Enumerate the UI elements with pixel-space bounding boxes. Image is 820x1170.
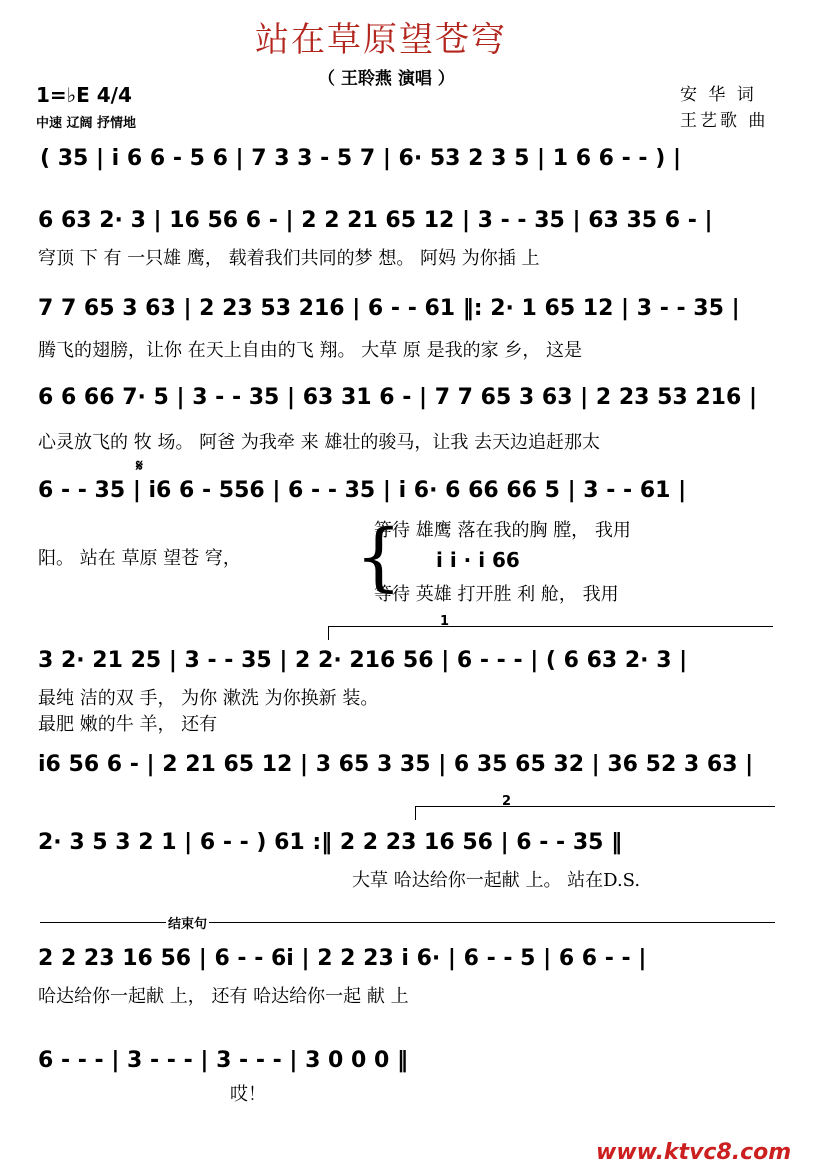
song-title: 站在草原望苍穹	[255, 20, 507, 60]
score-line-3-notes: 7 7 65 3 63 | 2 23 53 216 | 6 - - 61 ‖: 2· 1 65 12 | 3 - - 35 |	[38, 296, 740, 321]
score-line-5-lyrics: 阳。 站在 草原 望苍 穹，	[38, 548, 241, 569]
score-line-8-lyrics: 大草 哈达给你一起献 上。 站在D.S.	[352, 870, 641, 891]
tempo-marking: 中速 辽阔 抒情地	[36, 116, 137, 131]
score-line-5-verse-2: 等待 英雄 打开胜 利 舱， 我用	[374, 584, 619, 605]
volta-2-label: 2	[502, 794, 512, 809]
coda-label: 结束句	[166, 913, 209, 932]
score-line-1-notes: ( 35 | i 6 6 - 5 6 | 7 3 3 - 5 7 | 6· 53 2 3 5 | 1 6 6 - - ) |	[40, 146, 681, 171]
lyricist-credit: 安 华 词	[680, 85, 757, 105]
site-watermark: www.ktvc8.com	[596, 1140, 792, 1165]
score-line-10-notes: 6 - - - | 3 - - - | 3 - - - | 3 0 0 0 ‖	[38, 1048, 408, 1073]
score-line-9-lyrics: 哈达给你一起献 上， 还有 哈达给你一起 献 上	[38, 986, 409, 1007]
coda-bracket	[40, 922, 775, 923]
volta-2-tick	[415, 806, 416, 820]
composer-credit: 王艺歌 曲	[680, 111, 769, 131]
score-line-3-lyrics: 腾飞的翅膀，让你 在天上自由的飞 翔。 大草 原 是我的家 乡， 这是	[38, 340, 583, 361]
score-line-4-notes: 6 6 66 7· 5 | 3 - - 35 | 63 31 6 - | 7 7 65 3 63 | 2 23 53 216 |	[38, 385, 757, 410]
singer-credit: （ 王聆燕 演唱 ）	[318, 69, 455, 89]
score-line-5-alt-notes: i i · i 66	[436, 548, 520, 572]
score-line-6-lyrics-1: 最纯 洁的双 手， 为你 漱洗 为你换新 装。	[38, 688, 379, 709]
score-line-4-lyrics: 心灵放飞的 牧 场。 阿爸 为我牵 来 雄壮的骏马，让我 去天边追赶那太	[38, 432, 601, 453]
volta-1-tick	[328, 626, 329, 640]
score-line-5-notes: 6 - - 35 | i6 6 - 556 | 6 - - 35 | i 6· 6 66 66 5 | 3 - - 61 |	[38, 478, 687, 503]
key-signature: 1=♭E 4/4	[36, 83, 132, 107]
segno-sign: 𝄋	[136, 456, 143, 475]
score-line-7-notes: i6 56 6 - | 2 21 65 12 | 3 65 3 35 | 6 35 65 32 | 36 52 3 63 |	[38, 752, 754, 777]
score-line-2-notes: 6 63 2· 3 | 16 56 6 - | 2 2 21 65 12 | 3 - - 35 | 63 35 6 - |	[38, 208, 713, 233]
volta-1-label: 1	[440, 614, 450, 629]
verse-brace: {	[355, 514, 403, 600]
score-line-8-notes: 2· 3 5 3 2 1 | 6 - - ) 61 :‖ 2 2 23 16 56 | 6 - - 35 ‖	[38, 830, 623, 855]
score-line-9-notes: 2 2 23 16 56 | 6 - - 6i | 2 2 23 i 6· | 6 - - 5 | 6 6 - - |	[38, 946, 647, 971]
volta-2-bracket	[415, 806, 775, 807]
score-line-6-notes: 3 2· 21 25 | 3 - - 35 | 2 2· 216 56 | 6 - - - | ( 6 63 2· 3 |	[38, 648, 688, 673]
score-line-5-verse-1: 等待 雄鹰 落在我的胸 膛， 我用	[374, 520, 631, 541]
score-line-6-lyrics-2: 最肥 嫩的牛 羊， 还有	[38, 714, 218, 735]
volta-1-bracket	[328, 626, 773, 627]
score-line-2-lyrics: 穹顶 下 有 一只雄 鹰， 载着我们共同的梦 想。 阿妈 为你插 上	[38, 248, 540, 269]
score-line-10-lyrics: 哎！	[230, 1084, 266, 1105]
